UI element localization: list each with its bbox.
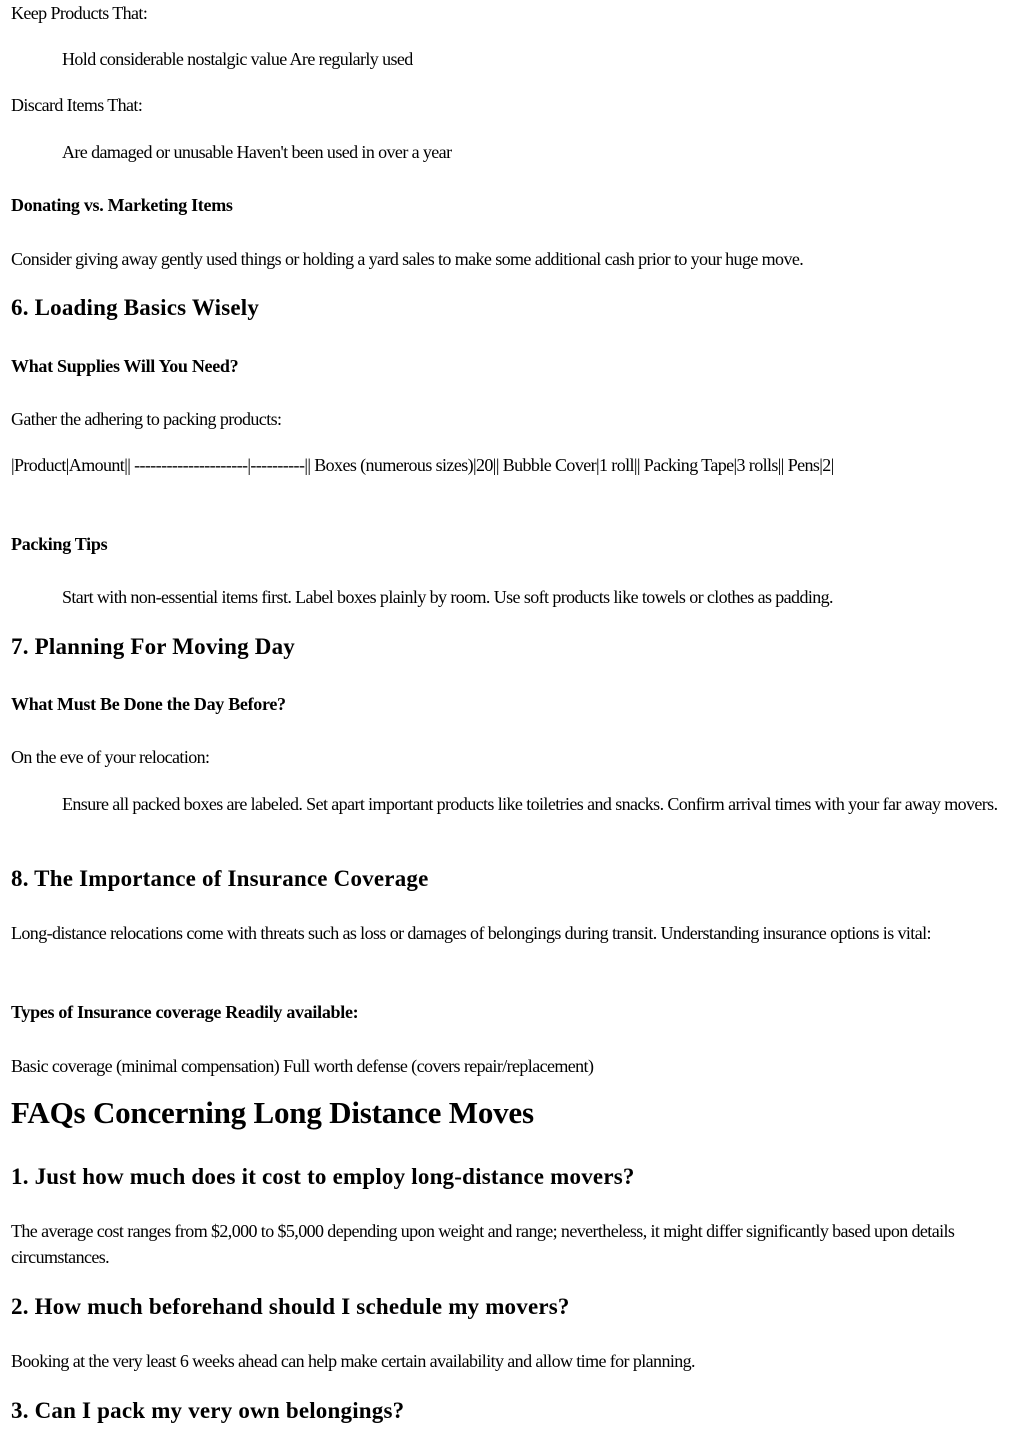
faq-3-question: 3. Can I pack my very own belongings? <box>11 1398 405 1423</box>
section-8-heading: 8. The Importance of Insurance Coverage <box>11 866 429 891</box>
day-before-heading: What Must Be Done the Day Before? <box>11 694 286 714</box>
faq-1-answer: The average cost ranges from $2,000 to $5,000 depending upon weight and range; nevertheless, it might differ significantly based upon details circumstances. <box>11 1221 955 1267</box>
day-before-intro: On the eve of your relocation: <box>11 747 210 767</box>
keep-items: Hold considerable nostalgic value Are regularly used <box>62 49 413 69</box>
discard-heading: Discard Items That: <box>11 95 143 115</box>
packing-tips-text: Start with non-essential items first. Label boxes plainly by room. Use soft products like towels or clothes as padding. <box>62 587 833 607</box>
section-7-heading: 7. Planning For Moving Day <box>11 634 295 659</box>
section-6-heading: 6. Loading Basics Wisely <box>11 295 260 320</box>
supplies-table-text: |Product|Amount|| ---------------------|----------|| Boxes (numerous sizes)|20|| Bubble Cover|1 roll|| Packing Tape|3 rolls|| Pens|2| <box>11 455 834 475</box>
day-before-items: Ensure all packed boxes are labeled. Set apart important products like toiletries and snacks. Confirm arrival times with your far away movers. <box>62 794 998 814</box>
faqs-heading: FAQs Concerning Long Distance Moves <box>11 1095 534 1130</box>
insurance-types-text: Basic coverage (minimal compensation) Full worth defense (covers repair/replacement) <box>11 1056 594 1076</box>
insurance-types-heading: Types of Insurance coverage Readily available: <box>11 1002 359 1022</box>
faq-2-answer: Booking at the very least 6 weeks ahead can help make certain availability and allow time for planning. <box>11 1351 695 1371</box>
section-8-text: Long-distance relocations come with threats such as loss or damages of belongings during transit. Understanding insurance options is vital: <box>11 923 931 943</box>
faq-1-question: 1. Just how much does it cost to employ long-distance movers? <box>11 1164 635 1189</box>
donating-text: Consider giving away gently used things or holding a yard sales to make some additional cash prior to your huge move. <box>11 249 804 269</box>
supplies-intro: Gather the adhering to packing products: <box>11 409 282 429</box>
supplies-heading: What Supplies Will You Need? <box>11 356 239 376</box>
packing-tips-heading: Packing Tips <box>11 534 108 554</box>
discard-items: Are damaged or unusable Haven't been used in over a year <box>62 142 452 162</box>
keep-heading: Keep Products That: <box>11 3 148 23</box>
faq-2-question: 2. How much beforehand should I schedule my movers? <box>11 1294 570 1319</box>
donating-heading: Donating vs. Marketing Items <box>11 195 233 215</box>
